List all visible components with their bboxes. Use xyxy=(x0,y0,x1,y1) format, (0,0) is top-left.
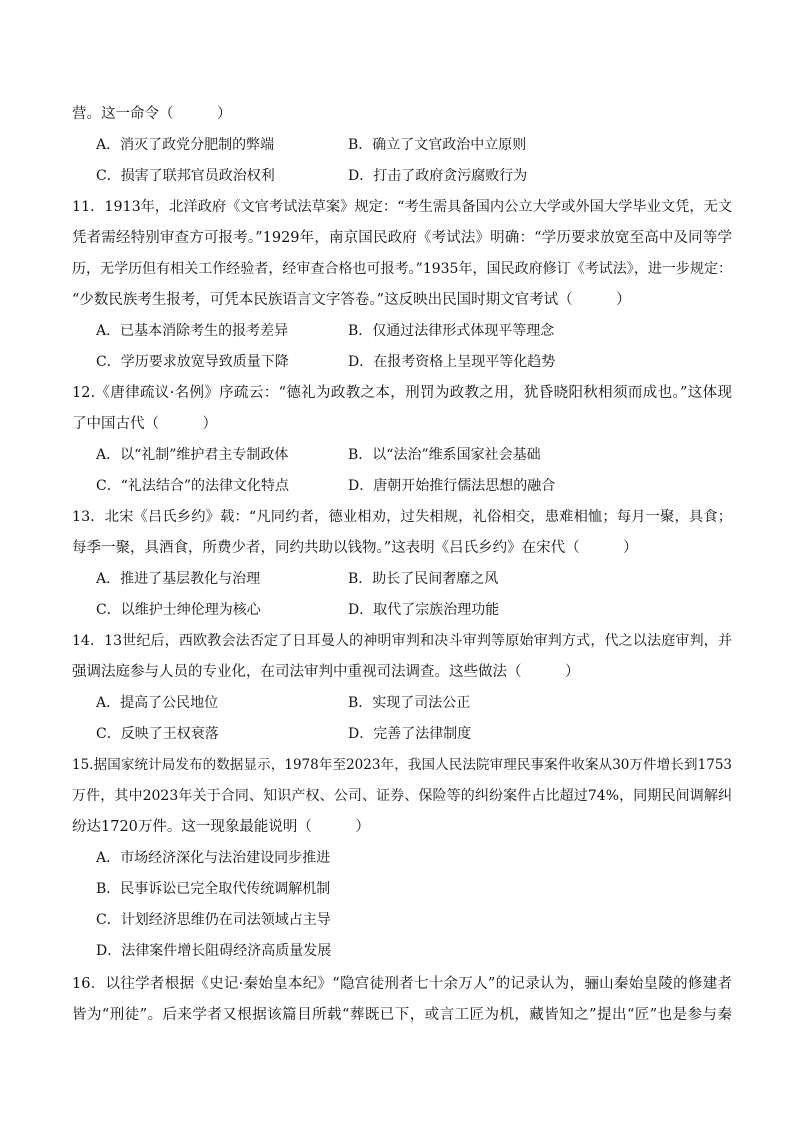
q10-option-d: D．打击了政府贪污腐败行为 xyxy=(348,168,528,184)
q13-option-c: C．以维护士绅伦理为核心 xyxy=(96,602,261,618)
q12-option-b: B．以“法治”维系国家社会基础 xyxy=(348,447,541,463)
q14-stem-line-2: 强调法庭参与人员的专业化，在司法审判中重视司法调查。这些做法（ ） xyxy=(72,664,580,680)
q13-option-d: D．取代了宗族治理功能 xyxy=(348,602,500,618)
q12-option-a: A．以“礼制”维护君主专制政体 xyxy=(96,447,289,463)
q12-stem-line-2: 了中国古代（ ） xyxy=(72,416,217,432)
q15-option-c: C．计划经济思维仍在司法领域占主导 xyxy=(96,912,331,928)
q11-option-a: A．已基本消除考生的报考差异 xyxy=(96,323,289,339)
q16-stem-line-1: 16．以往学者根据《史记·秦始皇本纪》“隐宫徒刑者七十余万人”的记录认为，骊山秦始皇陵的修建者 xyxy=(72,976,732,992)
q10-option-a: A．消灭了政党分肥制的弊端 xyxy=(96,137,275,153)
q12-option-d: D．唐朝开始推行儒法思想的融合 xyxy=(348,478,556,494)
q16-stem-line-2: 皆为“刑徒”。后来学者又根据该篇目所载“葬既已下，或言工匠为机，藏皆知之”提出“匠”也是参与秦 xyxy=(72,1007,732,1023)
q14-option-c: C．反映了王权衰落 xyxy=(96,726,219,742)
q14-option-d: D．完善了法律制度 xyxy=(348,726,472,742)
q14-option-a: A．提高了公民地位 xyxy=(96,695,219,711)
q13-stem-line-1: 13．北宋《吕氏乡约》载：“凡同约者，德业相劝，过失相规，礼俗相交，患难相恤；每月一聚，具食； xyxy=(72,509,732,525)
q11-stem-line-2: 凭者需经特别审查方可报考。”1929年，南京国民政府《考试法》明确：“学历要求放宽至高中及同等学 xyxy=(72,230,732,246)
q15-stem-line-1: 15.据国家统计局发布的数据显示，1978年至2023年，我国人民法院审理民事案件收案从30万件增长到1753 xyxy=(72,757,732,773)
q12-stem-line-1: 12.《唐律疏议·名例》序疏云：“德礼为政教之本，刑罚为政教之用，犹昏晓阳秋相须而成也。”这体现 xyxy=(72,385,732,401)
q14-stem-line-1: 14．13世纪后，西欧教会法否定了日耳曼人的神明审判和决斗审判等原始审判方式，代之以法庭审判，并 xyxy=(72,633,732,649)
q11-option-c: C．学历要求放宽导致质量下降 xyxy=(96,354,289,370)
q10-stem-line-1: 营。这一命令（ ） xyxy=(72,106,232,122)
q13-stem-line-2: 每季一聚，具酒食，所费少者，同约共助以钱物。”这表明《吕氏乡约》在宋代（ ） xyxy=(72,540,638,556)
q15-option-a: A．市场经济深化与法治建设同步推进 xyxy=(96,850,331,866)
q15-stem-line-2: 万件，其中2023年关于合同、知识产权、公司、证券、保险等的纠纷案件占比超过74%，同期民间调解纠 xyxy=(72,788,732,804)
q15-option-d: D．法律案件增长阻碍经济高质量发展 xyxy=(96,943,332,959)
q11-option-b: B．仅通过法律形式体现平等理念 xyxy=(348,323,555,339)
q15-stem-line-3: 纷达1720万件。这一现象最能说明（ ） xyxy=(72,819,370,835)
q11-stem-line-1: 11．1913年，北洋政府《文官考试法草案》规定：“考生需具备国内公立大学或外国大学毕业文凭，无文 xyxy=(72,199,733,215)
q11-option-d: D．在报考资格上呈现平等化趋势 xyxy=(348,354,556,370)
q11-stem-line-3: 历，无学历但有相关工作经验者，经审查合格也可报考。”1935年，国民政府修订《考试法》，进一步规定： xyxy=(72,261,732,277)
q12-option-c: C．“礼法结合”的法律文化特点 xyxy=(96,478,290,494)
q14-option-b: B．实现了司法公正 xyxy=(348,695,471,711)
q11-stem-line-4: “少数民族考生报考，可凭本民族语言文字答卷。”这反映出民国时期文官考试（ ） xyxy=(72,292,631,308)
q13-option-b: B．助长了民间奢靡之风 xyxy=(348,571,499,587)
q10-option-b: B．确立了文官政治中立原则 xyxy=(348,137,527,153)
q13-option-a: A．推进了基层教化与治理 xyxy=(96,571,261,587)
q15-option-b: B．民事诉讼已完全取代传统调解机制 xyxy=(96,881,331,897)
q10-option-c: C．损害了联邦官员政治权利 xyxy=(96,168,275,184)
